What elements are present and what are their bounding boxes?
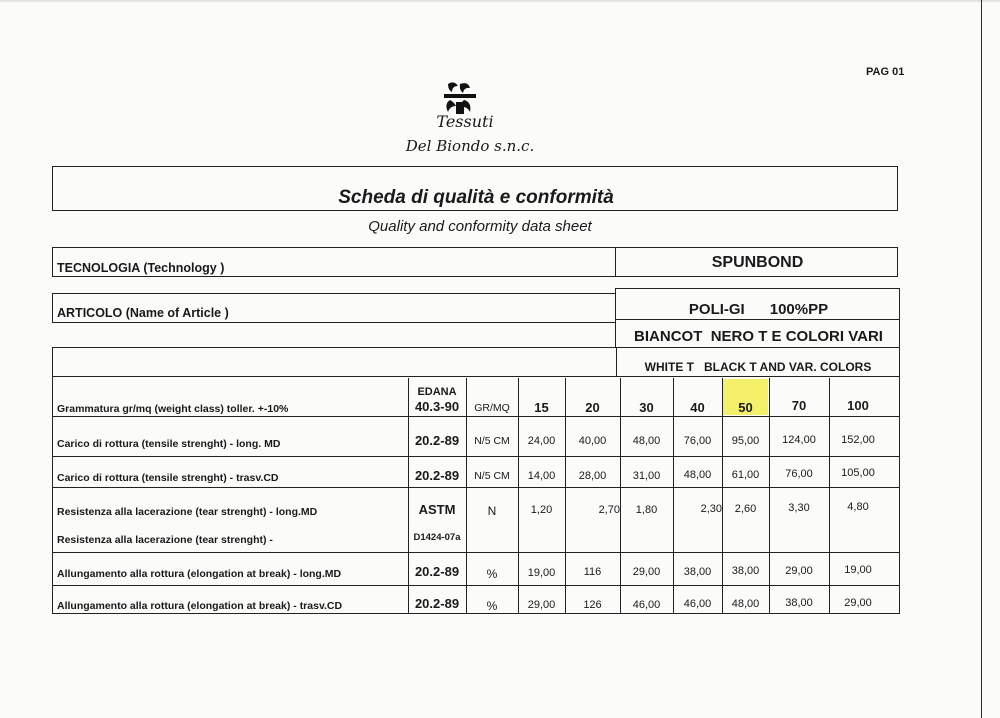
technology-label: TECNOLOGIA (Technology ) <box>57 261 225 275</box>
table-cell: 48,00 <box>683 469 712 481</box>
table-cell: 31,00 <box>632 470 661 482</box>
row-elong-cd-unit: % <box>486 599 498 613</box>
weight-20: 20 <box>585 400 600 415</box>
table-cell: 124,00 <box>782 434 816 446</box>
table-cell: 40,00 <box>578 435 607 447</box>
row-tensile-md-label: Carico di rottura (tensile strenght) - long. MD <box>57 438 281 450</box>
page-label: PAG 01 <box>866 66 905 78</box>
row-tear-std2: D1424-07a <box>413 532 461 543</box>
company-name-line1: Tessuti <box>436 112 494 131</box>
table-cell: 3,30 <box>788 502 810 514</box>
table-cell: 28,00 <box>578 470 607 482</box>
table-cell: 38,00 <box>731 565 760 577</box>
table-cell: 2,30 <box>700 503 722 515</box>
row-tensile-md-unit: N/5 CM <box>474 435 510 447</box>
table-cell: 61,00 <box>731 469 760 481</box>
table-cell: 48,00 <box>731 598 760 610</box>
edana-label: EDANA <box>417 386 457 398</box>
table-cell: 14,00 <box>527 470 556 482</box>
row-elong-md-label: Allungamento alla rottura (elongation at break) - long.MD <box>57 568 342 580</box>
row-tear-md-label: Resistenza alla lacerazione (tear strenght) - long.MD <box>57 506 318 518</box>
table-cell: 76,00 <box>683 435 712 447</box>
technology-label-box <box>52 247 616 277</box>
table-cell: 29,00 <box>785 565 813 577</box>
table-cell: 46,00 <box>632 599 661 611</box>
table-cell: 1,20 <box>530 504 553 516</box>
table-cell: 29,00 <box>527 599 556 611</box>
table-cell: 2,70 <box>598 504 620 516</box>
row-tensile-cd-label: Carico di rottura (tensile strenght) - trasv.CD <box>57 472 279 484</box>
table-cell: 29,00 <box>632 566 661 578</box>
row-tensile-cd-unit: N/5 CM <box>474 470 510 482</box>
article-name: POLI-GI 100%PP <box>688 301 829 318</box>
weight-100: 100 <box>847 398 869 413</box>
weight-unit: GR/MQ <box>474 402 510 414</box>
row-tear-unit: N <box>487 504 497 518</box>
table-cell: 24,00 <box>527 435 556 447</box>
row-tensile-cd-std: 20.2-89 <box>414 468 460 483</box>
weight-std: 40.3-90 <box>414 399 460 414</box>
weight-class-label: Grammatura gr/mq (weight class) toller. +-10% <box>57 403 289 415</box>
table-cell: 2,60 <box>734 503 757 515</box>
weight-15: 15 <box>534 400 549 415</box>
document-subtitle: Quality and conformity data sheet <box>368 218 592 235</box>
row-tear-std: ASTM <box>418 502 456 517</box>
row-elong-cd-label: Allungamento alla rottura (elongation at break) - trasv.CD <box>57 600 343 612</box>
table-cell: 19,00 <box>844 564 872 576</box>
scan-top-edge <box>0 0 1000 3</box>
table-cell: 95,00 <box>731 435 760 447</box>
document-title: Scheda di qualità e conformità <box>338 187 614 208</box>
table-cell: 126 <box>583 599 602 611</box>
row-tensile-md-std: 20.2-89 <box>414 433 460 448</box>
table-cell: 152,00 <box>841 434 875 446</box>
technology-value-box <box>615 247 898 277</box>
article-colors-en: WHITE T BLACK T AND VAR. COLORS <box>644 360 872 374</box>
table-cell: 48,00 <box>632 435 661 447</box>
table-cell: 46,00 <box>683 598 712 610</box>
company-name-line2: Del Biondo s.n.c. <box>405 137 535 155</box>
table-cell: 1,80 <box>635 504 658 516</box>
table-cell: 29,00 <box>844 597 872 609</box>
weight-50: 50 <box>738 400 753 415</box>
article-value-box <box>615 288 900 348</box>
row-elong-md-std: 20.2-89 <box>414 564 460 579</box>
title-box <box>52 166 898 211</box>
row-elong-cd-std: 20.2-89 <box>414 596 460 611</box>
table-cell: 38,00 <box>683 566 712 578</box>
row-tear-cd-label: Resistenza alla lacerazione (tear strenght) - <box>57 534 273 546</box>
table-cell: 76,00 <box>785 468 813 480</box>
colors-en-row <box>52 347 900 377</box>
table-cell: 105,00 <box>841 467 875 479</box>
row-elong-md-unit: % <box>486 567 498 581</box>
weight-70: 70 <box>791 398 807 413</box>
table-cell: 38,00 <box>785 597 813 609</box>
table-cell: 19,00 <box>527 567 556 579</box>
table-cell: 116 <box>583 566 602 578</box>
weight-40: 40 <box>690 400 705 415</box>
table-cell: 4,80 <box>847 501 869 513</box>
technology-value: SPUNBOND <box>711 254 804 271</box>
scan-page-edge <box>981 0 982 718</box>
weight-30: 30 <box>639 400 654 415</box>
article-label: ARTICOLO (Name of Article ) <box>57 306 229 320</box>
article-colors-it: BIANCOT NERO T E COLORI VARI <box>634 328 883 345</box>
article-label-box <box>52 293 616 323</box>
